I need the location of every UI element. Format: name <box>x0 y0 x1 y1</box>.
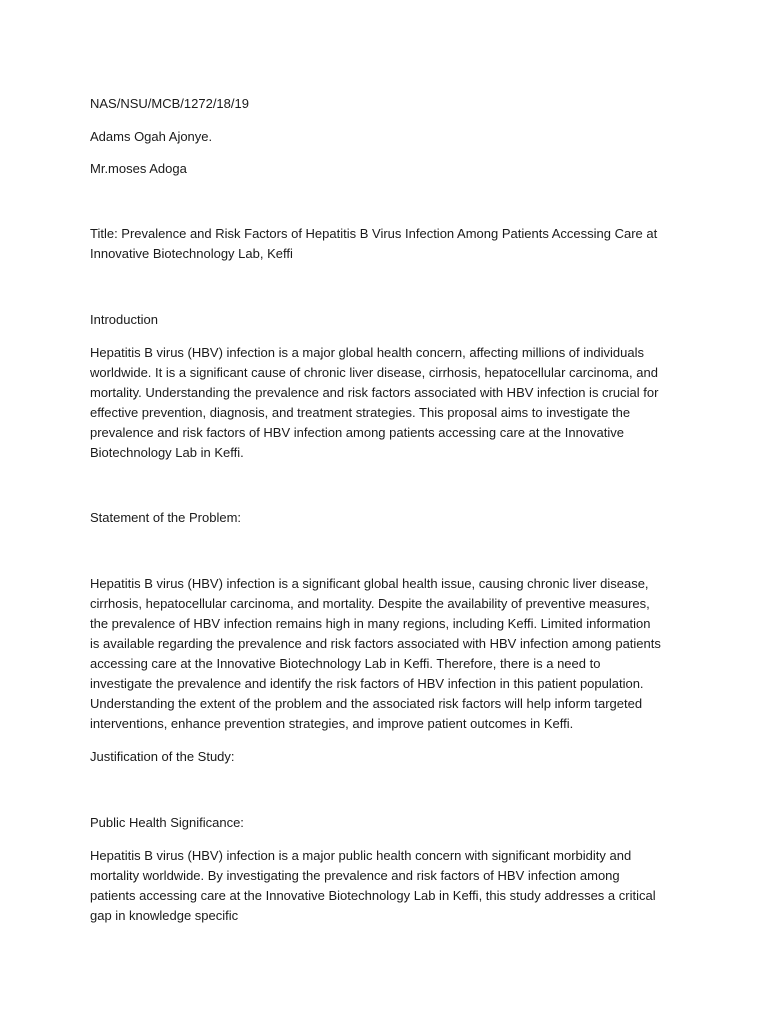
student-name: Adams Ogah Ajonye. <box>90 129 213 144</box>
introduction-heading: Introduction <box>90 312 158 327</box>
problem-heading: Statement of the Problem: <box>90 510 242 525</box>
public-health-heading: Public Health Significance: <box>90 815 244 830</box>
student-id: NAS/NSU/MCB/1272/18/19 <box>90 96 249 111</box>
supervisor-name: Mr.moses Adoga <box>90 161 187 176</box>
problem-body: Hepatitis B virus (HBV) infection is a significant global health issue, causing chronic liver disease, cirrhosis, hepatocellular carcinoma, and mortality. Despite the availability of preventive measures, the prevalence of HBV infection remains high in many regions, including Keffi. Limited information is available regarding the prevalence and risk factors associated with HBV infection among patients accessing care at the Innovative Biotechnology Lab in Keffi. Therefore, there is a need to investigate the prevalence and identify the risk factors of HBV infection in this patient population. Understanding the extent of the problem and the associated risk factors will help inform targeted interventions, enhance prevention strategies, and improve patient outcomes in Keffi. <box>90 576 661 731</box>
justification-heading: Justification of the Study: <box>90 749 235 764</box>
introduction-body: Hepatitis B virus (HBV) infection is a major global health concern, affecting millions of individuals worldwide. It is a significant cause of chronic liver disease, cirrhosis, hepatocellular carcinoma, and mortality. Understanding the prevalence and risk factors associated with HBV infection is crucial for effective prevention, diagnosis, and treatment strategies. This proposal aims to investigate the prevalence and risk factors of HBV infection among patients accessing care at the Innovative Biotechnology Lab in Keffi. <box>90 345 659 460</box>
document-title: Title: Prevalence and Risk Factors of Hepatitis B Virus Infection Among Patients Accessing Care at Innovative Biotechnology Lab, Keffi <box>90 226 658 261</box>
public-health-body: Hepatitis B virus (HBV) infection is a major public health concern with significant morbidity and mortality worldwide. By investigating the prevalence and risk factors of HBV infection among patients accessing care at the Innovative Biotechnology Lab in Keffi, this study addresses a critical gap in knowledge specific <box>90 848 656 923</box>
